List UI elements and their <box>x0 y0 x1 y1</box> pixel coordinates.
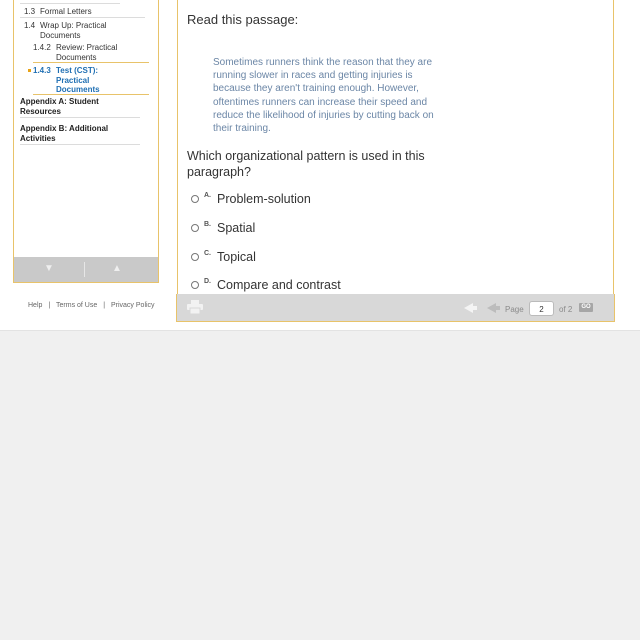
toc-active-bottom-border <box>33 94 149 95</box>
toc-divider <box>20 144 140 145</box>
answer-option-a[interactable] <box>191 192 451 208</box>
toc-item-number: 1.4 <box>24 21 36 30</box>
printer-icon[interactable] <box>187 300 203 314</box>
footer-separator: | <box>103 302 106 309</box>
passage-heading: Read this passage: <box>187 12 299 27</box>
toc-divider <box>20 117 140 118</box>
toc-item-label: Wrap Up: Practical Documents <box>40 21 107 40</box>
page-number-input[interactable]: 2 <box>529 301 554 316</box>
arrow-down-icon[interactable]: ▼ <box>44 263 54 274</box>
footer-links <box>28 302 159 309</box>
sidebar-toc <box>13 0 159 283</box>
next-page-icon[interactable] <box>487 303 496 313</box>
right-panel <box>472 0 614 294</box>
answer-option-b[interactable] <box>191 221 451 237</box>
radio-button[interactable] <box>191 224 199 232</box>
terms-of-use-link[interactable]: Terms of Use <box>56 302 98 309</box>
option-text: Spatial <box>217 221 256 235</box>
divider <box>0 330 640 331</box>
answer-option-c[interactable] <box>191 250 451 266</box>
go-button[interactable]: GO <box>579 303 593 312</box>
previous-page-icon-tail <box>473 306 477 310</box>
toc-active-top-border <box>33 62 149 63</box>
option-letter: A. <box>204 192 211 199</box>
previous-page-icon[interactable] <box>464 303 473 313</box>
option-letter: D. <box>204 278 211 285</box>
toc-item-label: Review: Practical Documents <box>56 43 118 62</box>
radio-button[interactable] <box>191 195 199 203</box>
toc-item-1-4-2[interactable] <box>33 43 148 63</box>
toc-item-label: Formal Letters <box>40 7 92 16</box>
radio-button[interactable] <box>191 253 199 261</box>
footer-separator: | <box>48 302 51 309</box>
question-panel <box>177 0 473 294</box>
toc-item-number: 1.4.2 <box>33 43 51 52</box>
page-label: Page <box>505 305 524 314</box>
toc-item-1-4[interactable] <box>24 21 149 41</box>
next-page-icon-tail <box>496 306 500 310</box>
option-text: Problem-solution <box>217 192 311 206</box>
appendix-a-link[interactable]: Appendix A: Student Resources <box>20 97 99 116</box>
option-letter: C. <box>204 250 211 257</box>
option-text: Topical <box>217 250 256 264</box>
page-count-label: of 2 <box>559 305 573 314</box>
appendix-b-link[interactable]: Appendix B: Additional Activities <box>20 124 109 143</box>
toc-divider <box>20 3 120 4</box>
answer-option-d[interactable] <box>191 278 451 294</box>
option-letter: B. <box>204 221 211 228</box>
nav-divider <box>84 262 85 277</box>
radio-button[interactable] <box>191 281 199 289</box>
bottom-toolbar <box>176 294 615 322</box>
current-item-marker <box>28 69 31 72</box>
help-link[interactable]: Help <box>28 302 43 309</box>
toc-item-label: Test (CST): Practical Documents <box>56 66 100 94</box>
arrow-up-icon[interactable]: ▲ <box>112 263 122 274</box>
option-text: Compare and contrast <box>217 278 341 292</box>
question-text: Which organizational pattern is used in this paragraph? <box>187 149 425 179</box>
passage-text: Sometimes runners think the reason that they are running slower in races and getting injuries is because they aren't training enough. However, oftentimes runners can increase their speed and reduce the likelihood of injuries by cutting back on their training. <box>213 57 434 135</box>
toc-item-number: 1.3 <box>24 7 36 16</box>
sidebar-scroll-controls <box>14 257 158 282</box>
toc-item-number: 1.4.3 <box>33 66 51 75</box>
toc-divider <box>20 17 145 18</box>
toc-item-1-4-3[interactable] <box>33 66 148 93</box>
privacy-policy-link[interactable]: Privacy Policy <box>110 302 155 309</box>
